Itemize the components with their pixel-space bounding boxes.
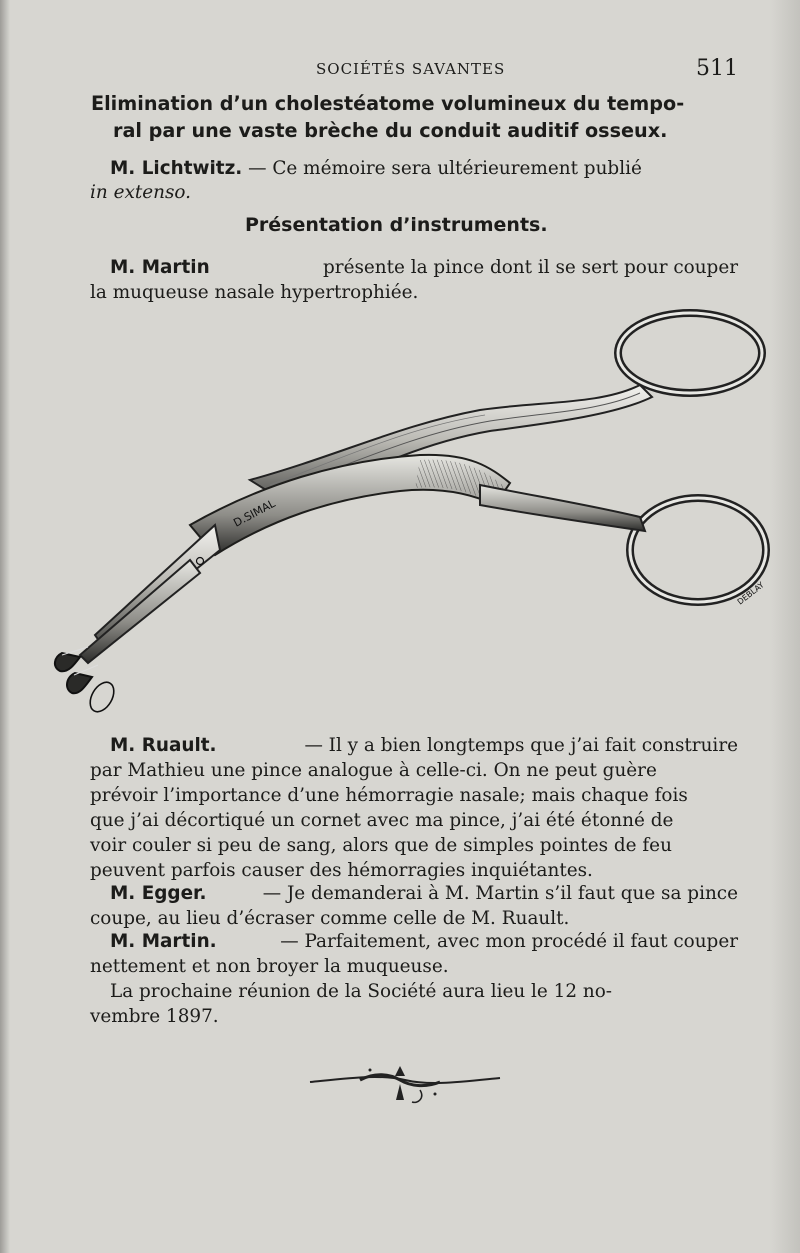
lichtwitz-paragraph [110,156,740,181]
speaker-egger: M. Egger. [110,883,207,904]
jaw-section-outline [85,678,118,716]
page-gutter-shadow [0,0,10,1253]
martin-reply-line-1-text: — Parfaitement, avec mon procédé il faut couper [280,931,738,952]
ruault-line-3 [90,783,738,808]
end-ornament [300,1060,510,1120]
egger-line-2: coupe, au lieu d’écraser comme celle de M. Ruault. [90,908,570,929]
ruault-line-4-text: que j’ai décortiqué un cornet avec ma pince, j’ai été étonné de [90,810,674,831]
closing-line-1 [90,979,738,1004]
closing-line-2: vembre 1897. [90,1006,219,1027]
martin-paragraph-line-2 [90,280,418,305]
lower-jaw [67,673,92,693]
section-subheading: Présentation d’instruments. [245,214,548,236]
closing-paragraph [90,979,738,1029]
martin-paragraph [110,255,738,280]
title-line-1: Elimination d’un cholestéatome volumineux du tempo- [91,92,685,115]
page-header [90,58,738,86]
nasal-forceps-engraving [40,305,780,725]
lower-handle [480,485,645,531]
ruault-line-1-text: — Il y a bien longtemps que j’ai fait construire [304,735,738,756]
lichtwitz-italic: in extenso. [90,182,191,203]
closing-line-1-text: La prochaine réunion de la Société aura lieu le 12 no- [110,981,613,1002]
article-title [91,90,741,144]
speaker-martin-reply: M. Martin. [110,931,217,952]
martin-reply-paragraph [90,929,738,979]
running-head: SOCIÉTÉS SAVANTES [316,60,506,78]
bleed-through-texture [90,208,750,226]
ruault-paragraph [90,733,738,883]
martin-line-1 [110,255,738,280]
ruault-line-4 [90,808,738,833]
lichtwitz-paragraph-end [90,180,191,205]
speaker-martin: M. Martin [110,257,210,278]
lichtwitz-text-1: — Ce mémoire sera ultérieurement publié [242,158,642,179]
speaker-ruault: M. Ruault. [110,735,217,756]
engraving-mark: D.SIMAL [231,496,278,530]
martin-line-1-text: présente la pince dont il se sert pour couper [323,257,738,278]
upper-jaw [55,653,80,671]
ruault-line-6: peuvent parfois causer des hémorragies inquiétantes. [90,860,593,881]
ruault-line-2 [90,758,738,783]
martin-reply-line-2: nettement et non broyer la muqueuse. [90,956,449,977]
martin-reply-line-1 [90,929,738,954]
engraver-signature: DEBLAY [735,580,766,607]
page-number: 511 [696,56,738,81]
ruault-line-3-text: prévoir l’importance d’une hémorragie nasale; mais chaque fois [90,785,688,806]
egger-line-1 [90,881,738,906]
martin-line-2: la muqueuse nasale hypertrophiée. [90,282,419,303]
lichtwitz-line-1 [110,156,740,181]
egger-line-1-text: — Je demanderai à M. Martin s’il faut que sa pince [262,883,738,904]
ruault-line-2-text: par Mathieu une pince analogue à celle-ci. On ne peut guère [90,760,657,781]
ruault-line-1 [90,733,738,758]
ruault-line-5-text: voir couler si peu de sang, alors que de simples pointes de feu [90,835,672,856]
speaker-lichtwitz: M. Lichtwitz. [110,158,243,179]
ruault-line-5 [90,833,738,858]
egger-paragraph [90,881,738,931]
title-line-2: ral par une vaste brèche du conduit auditif osseux. [113,119,668,142]
